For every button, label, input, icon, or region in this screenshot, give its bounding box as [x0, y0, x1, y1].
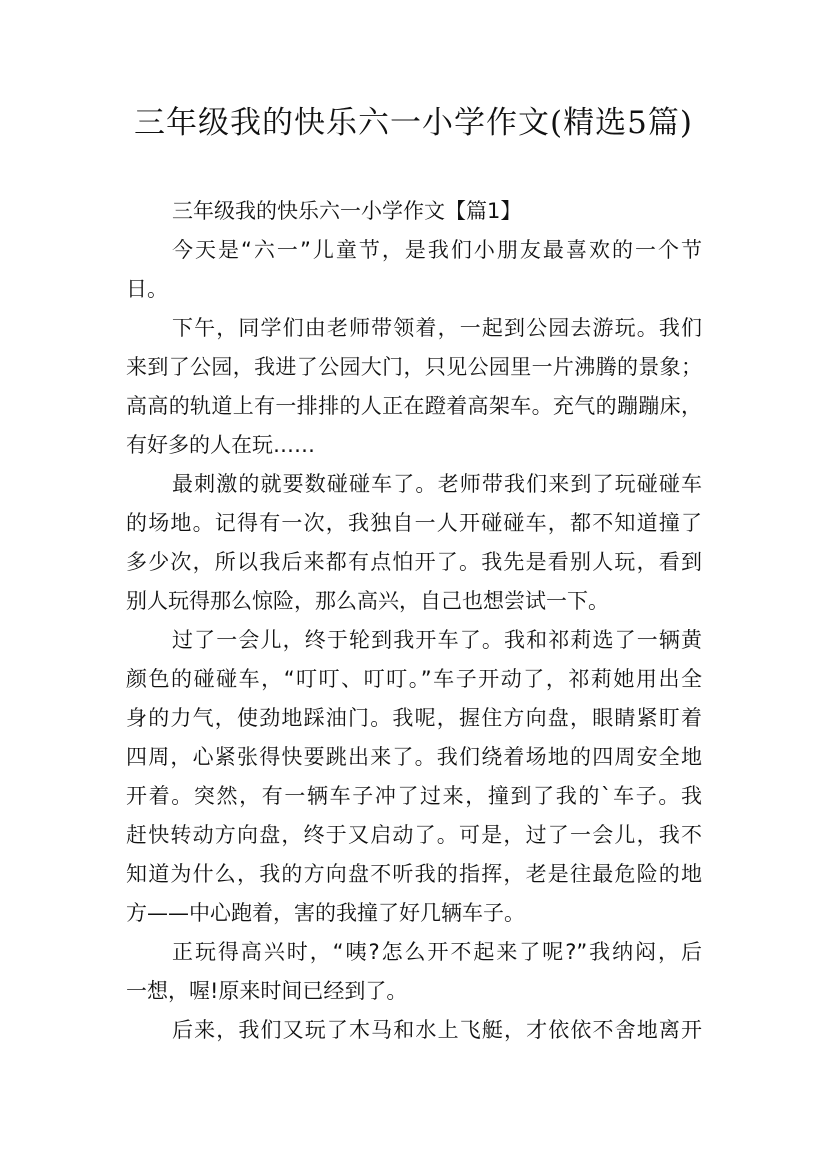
text-line: 方——中心跑着，害的我撞了好几辆车子。	[126, 901, 525, 925]
text-line: 有好多的人在玩……	[126, 433, 315, 457]
text-line: 最刺激的就要数碰碰车了。老师带我们来到了玩碰碰车	[172, 472, 702, 496]
paragraph	[126, 465, 702, 621]
text-line: 下午，同学们由老师带领着，一起到公园去游玩。我们	[172, 316, 702, 340]
text-line: 颜色的碰碰车，“叮叮、叮叮。”车子开动了，祁莉她用出全	[126, 667, 702, 691]
text-line: 一想，喔!原来时间已经到了。	[126, 979, 408, 1003]
text-line: 知道为什么，我的方向盘不听我的指挥，老是往最危险的地	[126, 862, 702, 886]
text-line: 赶快转动方向盘，终于又启动了。可是，过了一会儿，我不	[126, 823, 702, 847]
text-line: 三年级我的快乐六一小学作文【篇1】	[172, 199, 522, 223]
paragraph	[126, 231, 702, 309]
section-heading	[126, 192, 702, 231]
text-line: 日。	[126, 277, 168, 301]
paragraph	[126, 309, 702, 465]
text-line: 别人玩得那么惊险，那么高兴，自己也想尝试一下。	[126, 589, 609, 613]
text-line: 开着。突然，有一辆车子冲了过来，撞到了我的`车子。我	[126, 784, 702, 808]
text-line: 身的力气，使劲地踩油门。我呢，握住方向盘，眼睛紧盯着	[126, 706, 702, 730]
paragraph	[126, 933, 702, 1011]
document-body	[126, 192, 702, 1050]
text-line: 高高的轨道上有一排排的人正在蹬着高架车。充气的蹦蹦床，	[126, 394, 702, 418]
text-line: 过了一会儿，终于轮到我开车了。我和祁莉选了一辆黄	[172, 628, 702, 652]
paragraph	[126, 1011, 702, 1050]
text-line: 的场地。记得有一次，我独自一人开碰碰车，都不知道撞了	[126, 511, 702, 535]
text-line: 正玩得高兴时，“咦?怎么开不起来了呢?”我纳闷，后	[172, 940, 702, 964]
text-line: 后来，我们又玩了木马和水上飞艇，才依依不舍地离开	[172, 1018, 702, 1042]
text-line: 今天是“六一”儿童节，是我们小朋友最喜欢的一个节	[172, 238, 702, 262]
paragraph	[126, 621, 702, 933]
document-title: 三年级我的快乐六一小学作文(精选5篇)	[134, 105, 693, 141]
text-line: 多少次，所以我后来都有点怕开了。我先是看别人玩，看到	[126, 550, 702, 574]
text-line: 四周，心紧张得快要跳出来了。我们绕着场地的四周安全地	[126, 745, 702, 769]
text-line: 来到了公园，我进了公园大门，只见公园里一片沸腾的景象；	[126, 355, 702, 379]
